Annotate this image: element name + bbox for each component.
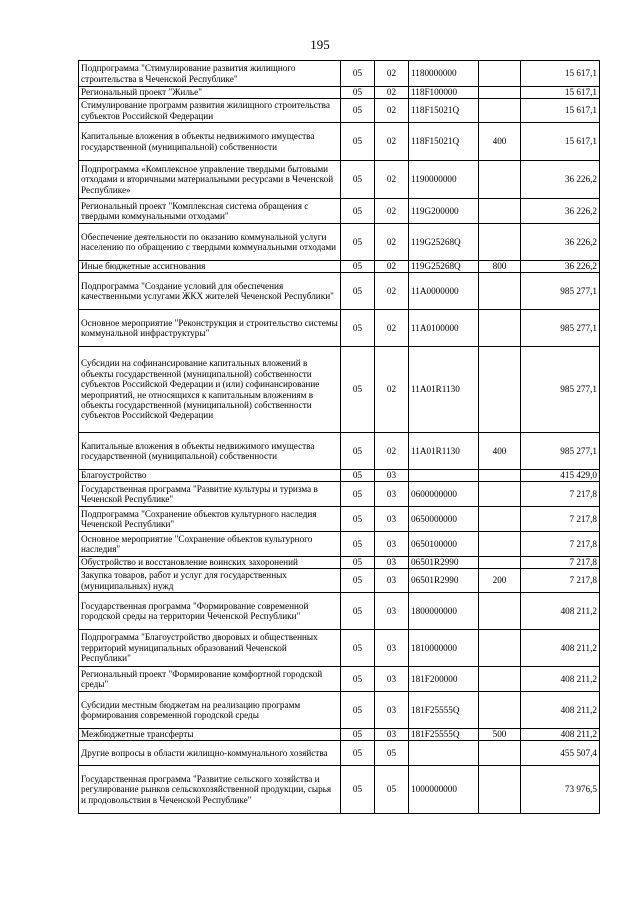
row-subsection-cell: 03 <box>375 482 409 507</box>
row-subsection-cell: 02 <box>375 261 409 273</box>
budget-table <box>78 60 600 814</box>
row-section-cell: 05 <box>341 433 375 470</box>
row-amount-cell: 73 976,5 <box>521 766 600 814</box>
row-expense-type-cell <box>479 741 521 766</box>
row-section-cell: 05 <box>341 766 375 814</box>
row-subsection-cell: 02 <box>375 61 409 87</box>
table-row <box>79 532 600 557</box>
row-section-cell: 05 <box>341 507 375 532</box>
row-subsection-cell: 03 <box>375 630 409 667</box>
row-subsection-cell: 03 <box>375 667 409 692</box>
row-target-article-cell: 118F15021Q <box>409 99 479 123</box>
row-target-article-cell: 118F100000 <box>409 87 479 99</box>
row-name-cell: Закупка товаров, работ и услуг для государственных (муниципальных) нужд <box>79 569 341 593</box>
row-target-article-cell: 06501R2990 <box>409 569 479 593</box>
row-expense-type-cell <box>479 532 521 557</box>
table-row <box>79 87 600 99</box>
row-expense-type-cell <box>479 161 521 199</box>
table-row <box>79 482 600 507</box>
row-name-cell: Региональный проект "Формирование комфортной городской среды" <box>79 667 341 692</box>
table-row <box>79 557 600 569</box>
table-row <box>79 569 600 593</box>
row-amount-cell: 985 277,1 <box>521 347 600 433</box>
row-target-article-cell <box>409 470 479 482</box>
row-amount-cell: 36 226,2 <box>521 261 600 273</box>
row-section-cell: 05 <box>341 347 375 433</box>
row-amount-cell: 7 217,8 <box>521 532 600 557</box>
row-section-cell: 05 <box>341 87 375 99</box>
row-target-article-cell: 1190000000 <box>409 161 479 199</box>
row-subsection-cell: 03 <box>375 593 409 630</box>
row-section-cell: 05 <box>341 630 375 667</box>
row-section-cell: 05 <box>341 123 375 161</box>
row-amount-cell: 408 211,2 <box>521 729 600 741</box>
row-subsection-cell: 02 <box>375 273 409 310</box>
row-name-cell: Капитальные вложения в объекты недвижимого имущества государственной (муниципальной) собственности <box>79 123 341 161</box>
table-row <box>79 667 600 692</box>
row-name-cell: Иные бюджетные ассигнования <box>79 261 341 273</box>
row-amount-cell: 7 217,8 <box>521 569 600 593</box>
row-name-cell: Капитальные вложения в объекты недвижимого имущества государственной (муниципальной) собственности <box>79 433 341 470</box>
table-row <box>79 741 600 766</box>
table-row <box>79 433 600 470</box>
row-expense-type-cell: 400 <box>479 433 521 470</box>
row-expense-type-cell <box>479 692 521 729</box>
row-expense-type-cell <box>479 557 521 569</box>
row-target-article-cell: 1800000000 <box>409 593 479 630</box>
row-subsection-cell: 03 <box>375 729 409 741</box>
row-subsection-cell: 03 <box>375 569 409 593</box>
table-row <box>79 99 600 123</box>
row-section-cell: 05 <box>341 569 375 593</box>
row-section-cell: 05 <box>341 470 375 482</box>
row-amount-cell: 408 211,2 <box>521 667 600 692</box>
row-name-cell: Основное мероприятие "Реконструкция и строительство системы коммунальной инфраструктуры" <box>79 310 341 347</box>
row-amount-cell: 455 507,4 <box>521 741 600 766</box>
row-subsection-cell: 02 <box>375 99 409 123</box>
row-section-cell: 05 <box>341 310 375 347</box>
row-section-cell: 05 <box>341 532 375 557</box>
row-target-article-cell: 0650100000 <box>409 532 479 557</box>
row-name-cell: Подпрограмма «Комплексное управление твердыми бытовыми отходами и вторичными материальными ресурсами в Чеченской Республике» <box>79 161 341 199</box>
row-section-cell: 05 <box>341 692 375 729</box>
row-section-cell: 05 <box>341 61 375 87</box>
table-row <box>79 593 600 630</box>
row-amount-cell: 36 226,2 <box>521 224 600 261</box>
row-section-cell: 05 <box>341 199 375 224</box>
table-row <box>79 273 600 310</box>
row-section-cell: 05 <box>341 667 375 692</box>
row-section-cell: 05 <box>341 482 375 507</box>
row-amount-cell: 15 617,1 <box>521 61 600 87</box>
row-name-cell: Субсидии местным бюджетам на реализацию программ формирования современной городской среды <box>79 692 341 729</box>
row-subsection-cell: 02 <box>375 87 409 99</box>
row-amount-cell: 408 211,2 <box>521 630 600 667</box>
table-row <box>79 692 600 729</box>
row-name-cell: Субсидии на софинансирование капитальных вложений в объекты государственной (муниципальной) собственности субъектов Российской Федерации и (или) софинансирование мероприятий, не относящихся к капитальным вложениям в объекты государственной (муниципальной) собственности субъектов Российской Федерации <box>79 347 341 433</box>
row-section-cell: 05 <box>341 261 375 273</box>
row-expense-type-cell <box>479 61 521 87</box>
row-amount-cell: 415 429,0 <box>521 470 600 482</box>
row-expense-type-cell <box>479 470 521 482</box>
row-name-cell: Государственная программа "Развитие культуры и туризма в Чеченской Республике" <box>79 482 341 507</box>
row-target-article-cell: 11A0100000 <box>409 310 479 347</box>
row-subsection-cell: 03 <box>375 692 409 729</box>
table-row <box>79 766 600 814</box>
row-expense-type-cell <box>479 766 521 814</box>
row-section-cell: 05 <box>341 557 375 569</box>
row-subsection-cell: 03 <box>375 470 409 482</box>
table-row <box>79 347 600 433</box>
row-target-article-cell: 06501R2990 <box>409 557 479 569</box>
table-row <box>79 470 600 482</box>
row-section-cell: 05 <box>341 99 375 123</box>
row-subsection-cell: 02 <box>375 347 409 433</box>
row-amount-cell: 408 211,2 <box>521 692 600 729</box>
table-row <box>79 630 600 667</box>
row-target-article-cell: 181F25555Q <box>409 692 479 729</box>
row-target-article-cell: 118F15021Q <box>409 123 479 161</box>
row-subsection-cell: 02 <box>375 123 409 161</box>
row-target-article-cell: 119G25268Q <box>409 261 479 273</box>
page-number: 195 <box>310 37 330 52</box>
row-expense-type-cell: 400 <box>479 123 521 161</box>
row-amount-cell: 408 211,2 <box>521 593 600 630</box>
row-target-article-cell: 11A0000000 <box>409 273 479 310</box>
table-row <box>79 310 600 347</box>
row-amount-cell: 985 277,1 <box>521 433 600 470</box>
row-subsection-cell: 02 <box>375 310 409 347</box>
row-expense-type-cell <box>479 199 521 224</box>
row-subsection-cell: 05 <box>375 741 409 766</box>
row-name-cell: Подпрограмма "Сохранение объектов культурного наследия Чеченской Республики" <box>79 507 341 532</box>
row-target-article-cell: 0650000000 <box>409 507 479 532</box>
row-section-cell: 05 <box>341 161 375 199</box>
row-expense-type-cell <box>479 347 521 433</box>
table-row <box>79 224 600 261</box>
row-name-cell: Государственная программа "Формирование современной городской среды на территории Чеченской Республики" <box>79 593 341 630</box>
row-amount-cell: 7 217,8 <box>521 507 600 532</box>
row-target-article-cell: 11A01R1130 <box>409 433 479 470</box>
row-expense-type-cell: 500 <box>479 729 521 741</box>
row-amount-cell: 36 226,2 <box>521 161 600 199</box>
row-expense-type-cell: 800 <box>479 261 521 273</box>
row-target-article-cell: 1000000000 <box>409 766 479 814</box>
row-target-article-cell: 181F25555Q <box>409 729 479 741</box>
row-amount-cell: 7 217,8 <box>521 482 600 507</box>
row-amount-cell: 7 217,8 <box>521 557 600 569</box>
row-name-cell: Государственная программа "Развитие сельского хозяйства и регулирование рынков сельскохозяйственной продукции, сырья и продовольствия в Чеченской Республике" <box>79 766 341 814</box>
row-name-cell: Региональный проект "Жилье" <box>79 87 341 99</box>
row-target-article-cell: 1810000000 <box>409 630 479 667</box>
row-expense-type-cell <box>479 507 521 532</box>
table-row <box>79 507 600 532</box>
row-amount-cell: 36 226,2 <box>521 199 600 224</box>
row-name-cell: Межбюджетные трансферты <box>79 729 341 741</box>
row-target-article-cell: 119G25268Q <box>409 224 479 261</box>
row-section-cell: 05 <box>341 593 375 630</box>
row-target-article-cell: 0600000000 <box>409 482 479 507</box>
row-name-cell: Региональный проект "Комплексная система обращения с твердыми коммунальными отходами" <box>79 199 341 224</box>
row-name-cell: Подпрограмма "Создание условий для обеспечения качественными услугами ЖКХ жителей Чеченской Республики" <box>79 273 341 310</box>
table-row <box>79 729 600 741</box>
row-subsection-cell: 03 <box>375 507 409 532</box>
row-subsection-cell: 03 <box>375 532 409 557</box>
row-amount-cell: 15 617,1 <box>521 123 600 161</box>
row-name-cell: Подпрограмма "Стимулирование развития жилищного строительства в Чеченской Республике" <box>79 61 341 87</box>
row-expense-type-cell <box>479 273 521 310</box>
row-expense-type-cell <box>479 667 521 692</box>
row-amount-cell: 985 277,1 <box>521 310 600 347</box>
row-name-cell: Подпрограмма "Благоустройство дворовых и общественных территорий муниципальных образований Чеченской Республики" <box>79 630 341 667</box>
row-name-cell: Обеспечение деятельности по оказанию коммунальной услуги населению по обращению с твердыми коммунальными отходами <box>79 224 341 261</box>
row-subsection-cell: 02 <box>375 161 409 199</box>
row-name-cell: Обустройство и восстановление воинских захоронений <box>79 557 341 569</box>
table-row <box>79 261 600 273</box>
row-subsection-cell: 03 <box>375 557 409 569</box>
row-expense-type-cell <box>479 630 521 667</box>
row-subsection-cell: 02 <box>375 433 409 470</box>
row-amount-cell: 15 617,1 <box>521 87 600 99</box>
row-name-cell: Основное мероприятие "Сохранение объектов культурного наследия" <box>79 532 341 557</box>
table-row <box>79 123 600 161</box>
row-name-cell: Другие вопросы в области жилищно-коммунального хозяйства <box>79 741 341 766</box>
row-target-article-cell <box>409 741 479 766</box>
row-subsection-cell: 05 <box>375 766 409 814</box>
row-name-cell: Стимулирование программ развития жилищного строительства субъектов Российской Федерации <box>79 99 341 123</box>
table-row <box>79 61 600 87</box>
row-section-cell: 05 <box>341 273 375 310</box>
table-row <box>79 161 600 199</box>
row-target-article-cell: 119G200000 <box>409 199 479 224</box>
row-amount-cell: 15 617,1 <box>521 99 600 123</box>
row-expense-type-cell: 200 <box>479 569 521 593</box>
row-amount-cell: 985 277,1 <box>521 273 600 310</box>
row-expense-type-cell <box>479 310 521 347</box>
row-target-article-cell: 181F200000 <box>409 667 479 692</box>
row-target-article-cell: 11A01R1130 <box>409 347 479 433</box>
row-expense-type-cell <box>479 224 521 261</box>
row-expense-type-cell <box>479 99 521 123</box>
row-target-article-cell: 1180000000 <box>409 61 479 87</box>
row-expense-type-cell <box>479 87 521 99</box>
row-section-cell: 05 <box>341 741 375 766</box>
row-expense-type-cell <box>479 482 521 507</box>
row-expense-type-cell <box>479 593 521 630</box>
row-section-cell: 05 <box>341 729 375 741</box>
row-section-cell: 05 <box>341 224 375 261</box>
row-subsection-cell: 02 <box>375 199 409 224</box>
budget-table-body <box>79 61 600 814</box>
table-row <box>79 199 600 224</box>
row-name-cell: Благоустройство <box>79 470 341 482</box>
row-subsection-cell: 02 <box>375 224 409 261</box>
